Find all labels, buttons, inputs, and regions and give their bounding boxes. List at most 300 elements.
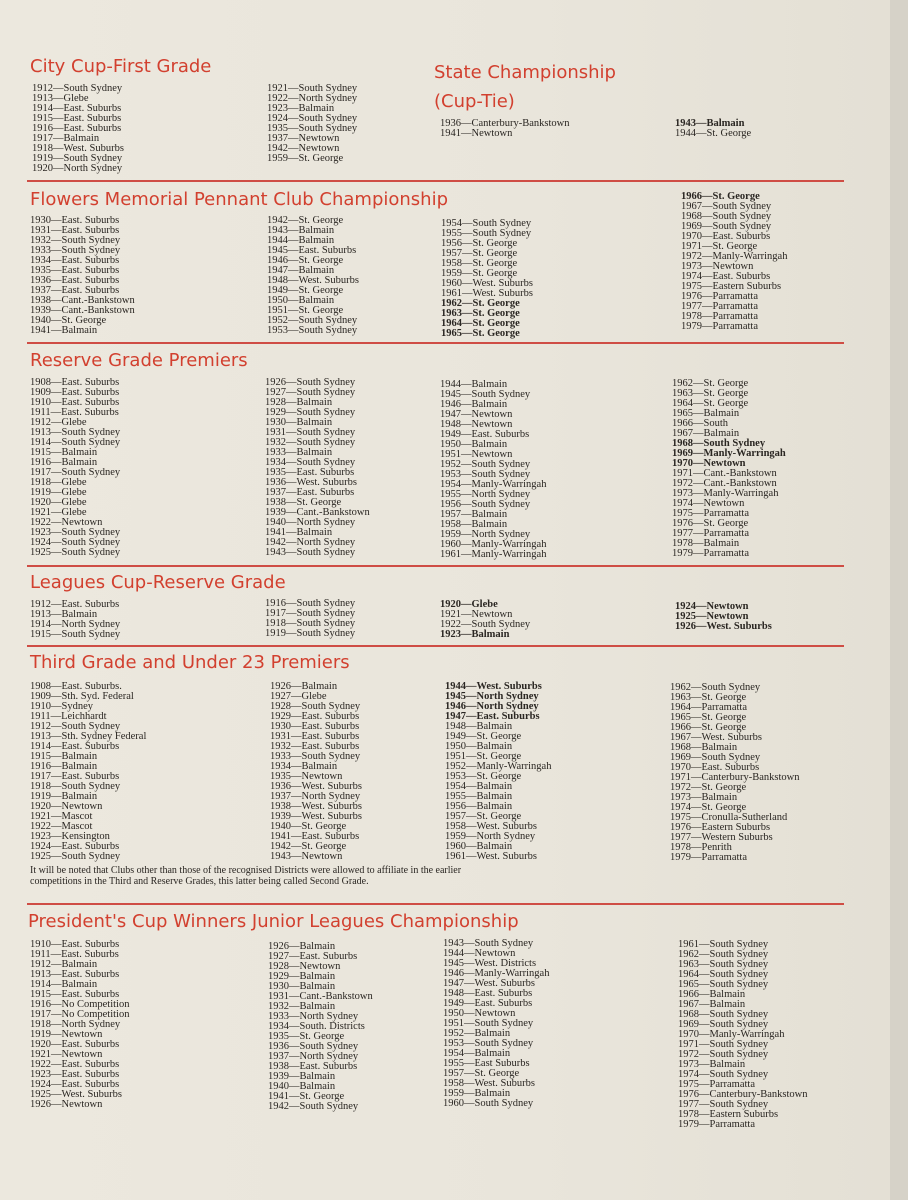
list-item: 1915—East. Suburbs [30,989,120,1000]
list-item: 1918—South Sydney [265,618,356,629]
list-item: 1945—South Sydney [440,389,531,400]
list-item: 1955—South Sydney [441,228,532,239]
third-grade-col1 [30,682,146,862]
list-item: 1926—West. Suburbs [675,621,772,632]
list-item: 1919—Newtown [30,1029,103,1040]
list-item: 1964—St. George [441,318,520,329]
list-item: 1949—St. George [267,285,344,296]
list-item: 1922—East. Suburbs [30,1059,120,1070]
list-item: 1925—West. Suburbs [30,1089,122,1100]
list-item: 1923—Kensington [30,831,110,842]
list-item: 1933—South Sydney [270,751,361,762]
list-item: 1940—St. George [270,821,347,832]
list-item: 1937—East. Suburbs [30,285,120,296]
list-item: 1972—St. George [670,782,747,793]
list-item: 1952—Manly-Warringah [445,761,552,772]
list-item: 1947—West. Suburbs [443,978,535,989]
list-item: 1912—South Sydney [32,83,123,94]
state-championship-col2 [675,119,751,139]
state-championship-subtitle: (Cup-Tie) [434,91,515,112]
list-item: 1934—East. Suburbs [30,255,120,266]
list-item: 1969—Manly-Warringah [672,448,786,459]
list-item: 1954—Balmain [443,1048,511,1059]
list-item: 1972—South Sydney [678,1049,769,1060]
list-item: 1950—Newtown [443,1008,516,1019]
list-item: 1930—Balmain [268,981,336,992]
list-item: 1937—North Sydney [270,791,361,802]
list-item: 1910—East. Suburbs [30,939,120,950]
list-item: 1971—South Sydney [678,1039,769,1050]
list-item: 1938—Cant.-Bankstown [30,295,135,306]
list-item: 1924—Newtown [675,601,749,612]
list-item: 1974—Newtown [672,498,745,509]
list-item: 1953—St. George [445,771,522,782]
list-item: 1916—No Competition [30,999,130,1010]
list-item: 1976—Parramatta [681,291,758,302]
list-item: 1944—Newtown [443,948,516,959]
list-item: 1910—East. Suburbs [30,397,120,408]
list-item: 1914—East. Suburbs [30,741,120,752]
list-item: 1921—Newtown [30,1049,103,1060]
list-item: 1973—Newtown [681,261,754,272]
list-item: 1942—St. George [267,215,344,226]
list-item: 1921—Mascot [30,811,93,822]
list-item: 1927—Glebe [270,691,327,702]
list-item: 1934—South Sydney [265,457,356,468]
list-item: 1930—East. Suburbs [270,721,360,732]
list-item: 1978—Eastern Suburbs [678,1109,779,1120]
list-item: 1909—East. Suburbs [30,387,120,398]
list-item: 1971—Canterbury-Bankstown [670,772,800,783]
list-item: 1954—South Sydney [441,218,532,229]
list-item: 1958—West. Suburbs [443,1078,535,1089]
list-item: 1943—South Sydney [265,547,356,558]
list-item: 1965—St. George [441,328,520,339]
reserve-title: Reserve Grade Premiers [30,350,248,371]
list-item: 1931—South Sydney [265,427,356,438]
flowers-title: Flowers Memorial Pennant Club Championship [30,189,449,210]
list-item: 1916—South Sydney [265,598,356,609]
list-item: 1933—South Sydney [30,245,121,256]
list-item: 1959—Balmain [443,1088,511,1099]
list-item: 1933—North Sydney [268,1011,359,1022]
list-item: 1947—Newtown [440,409,513,420]
list-item: 1910—Sydney [30,701,93,712]
list-item: 1965—South Sydney [678,979,769,990]
list-item: 1914—Balmain [30,979,98,990]
list-item: 1919—South Sydney [265,628,356,639]
list-item: 1973—Balmain [670,792,738,803]
list-item: 1922—North Sydney [267,93,358,104]
list-item: 1946—St. George [267,255,344,266]
list-item: 1935—St. George [268,1031,345,1042]
list-item: 1932—South Sydney [30,235,121,246]
list-item: 1936—West. Suburbs [265,477,357,488]
list-item: 1968—South Sydney [678,1009,769,1020]
list-item: 1978—Penrith [670,842,732,853]
divider [27,565,844,567]
leagues-cup-col3 [440,600,530,640]
list-item: 1920—North Sydney [32,163,123,174]
list-item: 1949—St. George [445,731,522,742]
leagues-cup-col2 [265,599,355,639]
list-item: 1937—East. Suburbs [265,487,355,498]
list-item: 1931—Cant.-Bankstown [268,991,373,1002]
list-item: 1924—South Sydney [267,113,358,124]
list-item: 1931—East. Suburbs [30,225,120,236]
list-item: 1954—Balmain [445,781,513,792]
list-item: 1941—East. Suburbs [270,831,360,842]
list-item: 1947—East. Suburbs [445,711,540,722]
list-item: 1979—Parramatta [670,852,747,863]
list-item: 1930—Balmain [265,417,333,428]
list-item: 1977—Parramatta [672,528,749,539]
list-item: 1908—East. Suburbs. [30,681,122,692]
list-item: 1949—East. Suburbs [443,998,533,1009]
list-item: 1970—Manly-Warringah [678,1029,785,1040]
list-item: 1957—St. George [443,1068,520,1079]
third-grade-col2 [270,682,362,862]
list-item: 1944—Balmain [267,235,335,246]
list-item: 1935—Newtown [270,771,343,782]
list-item: 1918—West. Suburbs [32,143,124,154]
leagues-cup-title: Leagues Cup-Reserve Grade [30,572,286,593]
list-item: 1913—East. Suburbs [30,969,120,980]
list-item: 1970—East. Suburbs [681,231,771,242]
list-item: 1952—Balmain [443,1028,511,1039]
list-item: 1941—St. George [268,1091,345,1102]
list-item: 1959—St. George [441,268,518,279]
list-item: 1964—South Sydney [678,969,769,980]
list-item: 1960—West. Suburbs [441,278,533,289]
list-item: 1911—East. Suburbs [30,949,119,960]
list-item: 1963—St. George [441,308,520,319]
list-item: 1974—St. George [670,802,747,813]
list-item: 1922—Newtown [30,517,103,528]
list-item: 1938—East. Suburbs [268,1061,358,1072]
list-item: 1963—St. George [672,388,749,399]
list-item: 1955—North Sydney [440,489,531,500]
list-item: 1917—No Competition [30,1009,130,1020]
list-item: 1935—East. Suburbs [30,265,120,276]
list-item: 1928—Newtown [268,961,341,972]
list-item: 1915—Balmain [30,751,98,762]
presidents-cup-col3 [443,939,549,1109]
list-item: 1944—West. Suburbs [445,681,542,692]
list-item: 1975—Cronulla-Sutherland [670,812,788,823]
presidents-cup-col1 [30,940,129,1110]
list-item: 1955—Balmain [445,791,513,802]
presidents-cup-col2 [268,942,373,1112]
list-item: 1961—West. Suburbs [441,288,533,299]
list-item: 1922—Mascot [30,821,93,832]
list-item: 1976—Eastern Suburbs [670,822,771,833]
list-item: 1934—Balmain [270,761,338,772]
reserve-col4 [672,379,786,559]
third-grade-note: It will be noted that Clubs other than those of the recognised Districts were allowed to affiliate in the earlier competitions in the Third and Reserve Grades, this latter being called Second Grade. [30,865,462,887]
list-item: 1966—St. George [670,722,747,733]
city-cup-col1 [32,84,124,174]
list-item: 1943—Balmain [675,118,745,129]
list-item: 1925—Newtown [675,611,749,622]
list-item: 1914—South Sydney [30,437,121,448]
list-item: 1951—St. George [445,751,522,762]
list-item: 1919—Balmain [30,791,98,802]
list-item: 1945—West. Districts [443,958,537,969]
list-item: 1960—South Sydney [443,1098,534,1109]
list-item: 1977—South Sydney [678,1099,769,1110]
list-item: 1913—South Sydney [30,427,121,438]
list-item: 1920—Newtown [30,801,103,812]
list-item: 1962—St. George [441,298,520,309]
list-item: 1929—South Sydney [265,407,356,418]
list-item: 1928—Balmain [265,397,333,408]
list-item: 1921—South Sydney [267,83,358,94]
list-item: 1961—Manly-Warringah [440,549,547,560]
list-item: 1918—South Sydney [30,781,121,792]
list-item: 1949—East. Suburbs [440,429,530,440]
list-item: 1973—Balmain [678,1059,746,1070]
list-item: 1975—Parramatta [678,1079,755,1090]
list-item: 1971—Cant.-Bankstown [672,468,777,479]
list-item: 1928—South Sydney [270,701,361,712]
third-grade-title: Third Grade and Under 23 Premiers [30,652,350,673]
list-item: 1918—North Sydney [30,1019,121,1030]
list-item: 1953—South Sydney [443,1038,534,1049]
list-item: 1961—South Sydney [678,939,769,950]
list-item: 1942—North Sydney [265,537,356,548]
divider [27,645,844,647]
list-item: 1948—East. Suburbs [443,988,533,999]
list-item: 1974—East. Suburbs [681,271,771,282]
list-item: 1940—Balmain [268,1081,336,1092]
list-item: 1978—Parramatta [681,311,758,322]
list-item: 1916—East. Suburbs [32,123,122,134]
list-item: 1926—Balmain [270,681,338,692]
list-item: 1913—Sth. Sydney Federal [30,731,147,742]
list-item: 1924—East. Suburbs [30,1079,120,1090]
list-item: 1946—Balmain [440,399,508,410]
list-item: 1912—Balmain [30,959,98,970]
flowers-col3 [441,219,533,339]
list-item: 1974—South Sydney [678,1069,769,1080]
list-item: 1966—South [672,418,729,429]
list-item: 1919—South Sydney [32,153,123,164]
list-item: 1930—East. Suburbs [30,215,120,226]
leagues-cup-col1 [30,600,120,640]
list-item: 1967—West. Suburbs [670,732,762,743]
list-item: 1950—Balmain [440,439,508,450]
list-item: 1923—Balmain [267,103,335,114]
list-item: 1909—Sth. Syd. Federal [30,691,134,702]
flowers-col4 [681,192,787,332]
list-item: 1964—Parramatta [670,702,747,713]
list-item: 1970—East. Suburbs [670,762,760,773]
list-item: 1962—South Sydney [670,682,761,693]
list-item: 1958—West. Suburbs [445,821,537,832]
list-item: 1936—South Sydney [268,1041,359,1052]
list-item: 1969—South Sydney [678,1019,769,1030]
list-item: 1943—South Sydney [443,938,534,949]
list-item: 1923—South Sydney [30,527,121,538]
list-item: 1968—South Sydney [672,438,766,449]
list-item: 1963—South Sydney [678,959,769,970]
list-item: 1943—Newtown [270,851,343,862]
list-item: 1967—Balmain [672,428,740,439]
list-item: 1912—Glebe [30,417,87,428]
list-item: 1938—St. George [265,497,342,508]
list-item: 1923—East. Suburbs [30,1069,120,1080]
list-item: 1939—Balmain [268,1071,336,1082]
list-item: 1920—East. Suburbs [30,1039,120,1050]
list-item: 1969—South Sydney [670,752,761,763]
list-item: 1952—South Sydney [440,459,531,470]
list-item: 1911—East. Suburbs [30,407,119,418]
list-item: 1956—St. George [441,238,518,249]
list-item: 1929—East. Suburbs [270,711,360,722]
city-cup-col2 [267,84,357,164]
list-item: 1966—Balmain [678,989,746,1000]
divider [27,342,844,344]
list-item: 1939—West. Suburbs [270,811,362,822]
reserve-col1 [30,378,120,558]
list-item: 1959—North Sydney [445,831,536,842]
list-item: 1944—Balmain [440,379,508,390]
third-grade-col4 [670,683,799,863]
list-item: 1975—Parramatta [672,508,749,519]
list-item: 1941—Newtown [440,128,513,139]
state-championship-col1 [440,119,569,139]
list-item: 1924—East. Suburbs [30,841,120,852]
list-item: 1967—Balmain [678,999,746,1010]
list-item: 1912—East. Suburbs [30,599,120,610]
list-item: 1944—St. George [675,128,752,139]
list-item: 1920—Glebe [440,599,498,610]
list-item: 1946—North Sydney [445,701,539,712]
list-item: 1926—Newtown [30,1099,103,1110]
list-item: 1936—Canterbury-Bankstown [440,118,570,129]
list-item: 1950—Balmain [445,741,513,752]
list-item: 1917—Balmain [32,133,100,144]
list-item: 1915—Balmain [30,447,98,458]
list-item: 1914—East. Suburbs [32,103,122,114]
list-item: 1957—St. George [441,248,518,259]
list-item: 1941—Balmain [30,325,98,336]
list-item: 1920—Glebe [30,497,87,508]
list-item: 1948—Balmain [445,721,513,732]
list-item: 1960—Balmain [445,841,513,852]
list-item: 1973—Manly-Warringah [672,488,779,499]
city-cup-title: City Cup-First Grade [30,56,212,77]
list-item: 1977—Western Suburbs [670,832,773,843]
list-item: 1951—South Sydney [443,1018,534,1029]
list-item: 1950—Balmain [267,295,335,306]
list-item: 1970—Newtown [672,458,746,469]
list-item: 1976—St. George [672,518,749,529]
list-item: 1953—South Sydney [440,469,531,480]
list-item: 1965—Balmain [672,408,740,419]
third-grade-col3 [445,682,551,862]
list-item: 1927—South Sydney [265,387,356,398]
list-item: 1972—Manly-Warringah [681,251,788,262]
list-item: 1918—Glebe [30,477,87,488]
list-item: 1945—East. Suburbs [267,245,357,256]
list-item: 1915—South Sydney [30,629,121,640]
list-item: 1916—Balmain [30,761,98,772]
list-item: 1975—Eastern Suburbs [681,281,782,292]
list-item: 1946—Manly-Warringah [443,968,550,979]
list-item: 1978—Balmain [672,538,740,549]
list-item: 1955—East Suburbs [443,1058,530,1069]
list-item: 1939—Cant.-Bankstown [265,507,370,518]
list-item: 1945—North Sydney [445,691,539,702]
list-item: 1951—St. George [267,305,344,316]
list-item: 1959—St. George [267,153,344,164]
list-item: 1914—North Sydney [30,619,121,630]
list-item: 1976—Canterbury-Bankstown [678,1089,808,1100]
list-item: 1926—South Sydney [265,377,356,388]
state-championship-title: State Championship [434,62,616,83]
list-item: 1908—East. Suburbs [30,377,120,388]
list-item: 1957—St. George [445,811,522,822]
list-item: 1939—Cant.-Bankstown [30,305,135,316]
list-item: 1911—Leichhardt [30,711,107,722]
list-item: 1943—Balmain [267,225,335,236]
list-item: 1932—Balmain [268,1001,336,1012]
list-item: 1931—East. Suburbs [270,731,360,742]
list-item: 1979—Parramatta [681,321,758,332]
list-item: 1913—Glebe [32,93,89,104]
list-item: 1919—Glebe [30,487,87,498]
list-item: 1972—Cant.-Bankstown [672,478,777,489]
list-item: 1962—South Sydney [678,949,769,960]
list-item: 1968—South Sydney [681,211,772,222]
list-item: 1951—Newtown [440,449,513,460]
list-item: 1963—St. George [670,692,747,703]
list-item: 1956—South Sydney [440,499,531,510]
list-item: 1969—South Sydney [681,221,772,232]
list-item: 1929—Balmain [268,971,336,982]
list-item: 1958—St. George [441,258,518,269]
list-item: 1921—Glebe [30,507,87,518]
list-item: 1940—North Sydney [265,517,356,528]
list-item: 1959—North Sydney [440,529,531,540]
list-item: 1915—East. Suburbs [32,113,122,124]
list-item: 1926—Balmain [268,941,336,952]
list-item: 1921—Newtown [440,609,513,620]
list-item: 1961—West. Suburbs [445,851,537,862]
list-item: 1927—East. Suburbs [268,951,358,962]
list-item: 1948—Newtown [440,419,513,430]
presidents-cup-col4 [678,940,807,1130]
list-item: 1938—West. Suburbs [270,801,362,812]
list-item: 1968—Balmain [670,742,738,753]
list-item: 1954—Manly-Warringah [440,479,547,490]
list-item: 1977—Parramatta [681,301,758,312]
list-item: 1967—South Sydney [681,201,772,212]
list-item: 1917—South Sydney [30,467,121,478]
list-item: 1952—South Sydney [267,315,358,326]
list-item: 1956—Balmain [445,801,513,812]
list-item: 1925—South Sydney [30,851,121,862]
list-item: 1925—South Sydney [30,547,121,558]
list-item: 1964—St. George [672,398,749,409]
list-item: 1958—Balmain [440,519,508,530]
list-item: 1932—East. Suburbs [270,741,360,752]
list-item: 1935—South Sydney [267,123,358,134]
list-item: 1937—North Sydney [268,1051,359,1062]
list-item: 1932—South Sydney [265,437,356,448]
